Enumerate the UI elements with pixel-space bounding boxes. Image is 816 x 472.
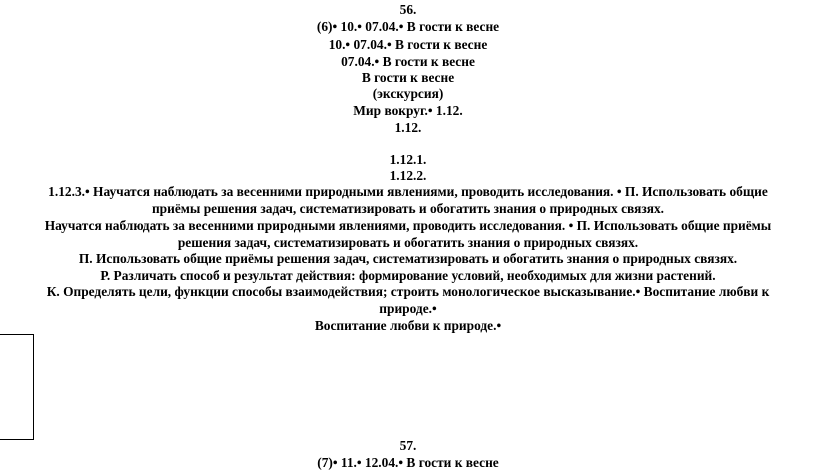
- lesson-56-line-3: 07.04.• В гости к весне: [341, 54, 475, 69]
- lesson-56-line-16: К. Определять цели, функции способы взаимодействия; строить монологическое высказывание.• Воспитание любви к: [46, 284, 770, 299]
- lesson-57-line-1: (7)• 11.• 12.04.• В гости к весне: [317, 455, 499, 470]
- lesson-56-line-14: П. Использовать общие приёмы решения задач, систематизировать и обогатить знания о природных связях.: [78, 251, 738, 266]
- lesson-56-line-12: Научатся наблюдать за весенними природными явлениями, проводить исследования. • П. Использовать общие приёмы: [44, 218, 772, 233]
- lesson-56-line-8: 1.12.1.: [389, 152, 427, 167]
- lesson-56-line-10: 1.12.3.• Научатся наблюдать за весенними природными явлениями, проводить исследования. • П. Использовать общие: [48, 184, 768, 199]
- lesson-56-line-15: Р. Различать способ и результат действия: формирование условий, необходимых для жизни растений.: [100, 268, 716, 283]
- lesson-56-line-18: Воспитание любви к природе.•: [314, 318, 502, 333]
- lesson-57-number: 57.: [399, 438, 417, 453]
- lesson-56-line-4: В гости к весне: [361, 70, 455, 85]
- lesson-56-line-7: 1.12.: [394, 120, 422, 135]
- lesson-56-line-13: решения задач, систематизировать и обогатить знания о природных связях.: [177, 235, 639, 250]
- lesson-56-line-2: 10.• 07.04.• В гости к весне: [328, 37, 488, 52]
- lesson-56-line-6: Мир вокруг.• 1.12.: [353, 103, 463, 118]
- lesson-56-line-5: (экскурсия): [372, 86, 444, 101]
- lesson-56-number: 56.: [399, 2, 417, 17]
- lesson-56-line-11: приёмы решения задач, систематизировать и обогатить знания о природных связях.: [151, 201, 665, 216]
- lesson-56-line-9: 1.12.2.: [389, 168, 427, 183]
- lesson-56-line-17: природе.•: [379, 301, 437, 316]
- margin-box: [0, 334, 34, 440]
- lesson-56-line-1: (6)• 10.• 07.04.• В гости к весне: [316, 19, 500, 34]
